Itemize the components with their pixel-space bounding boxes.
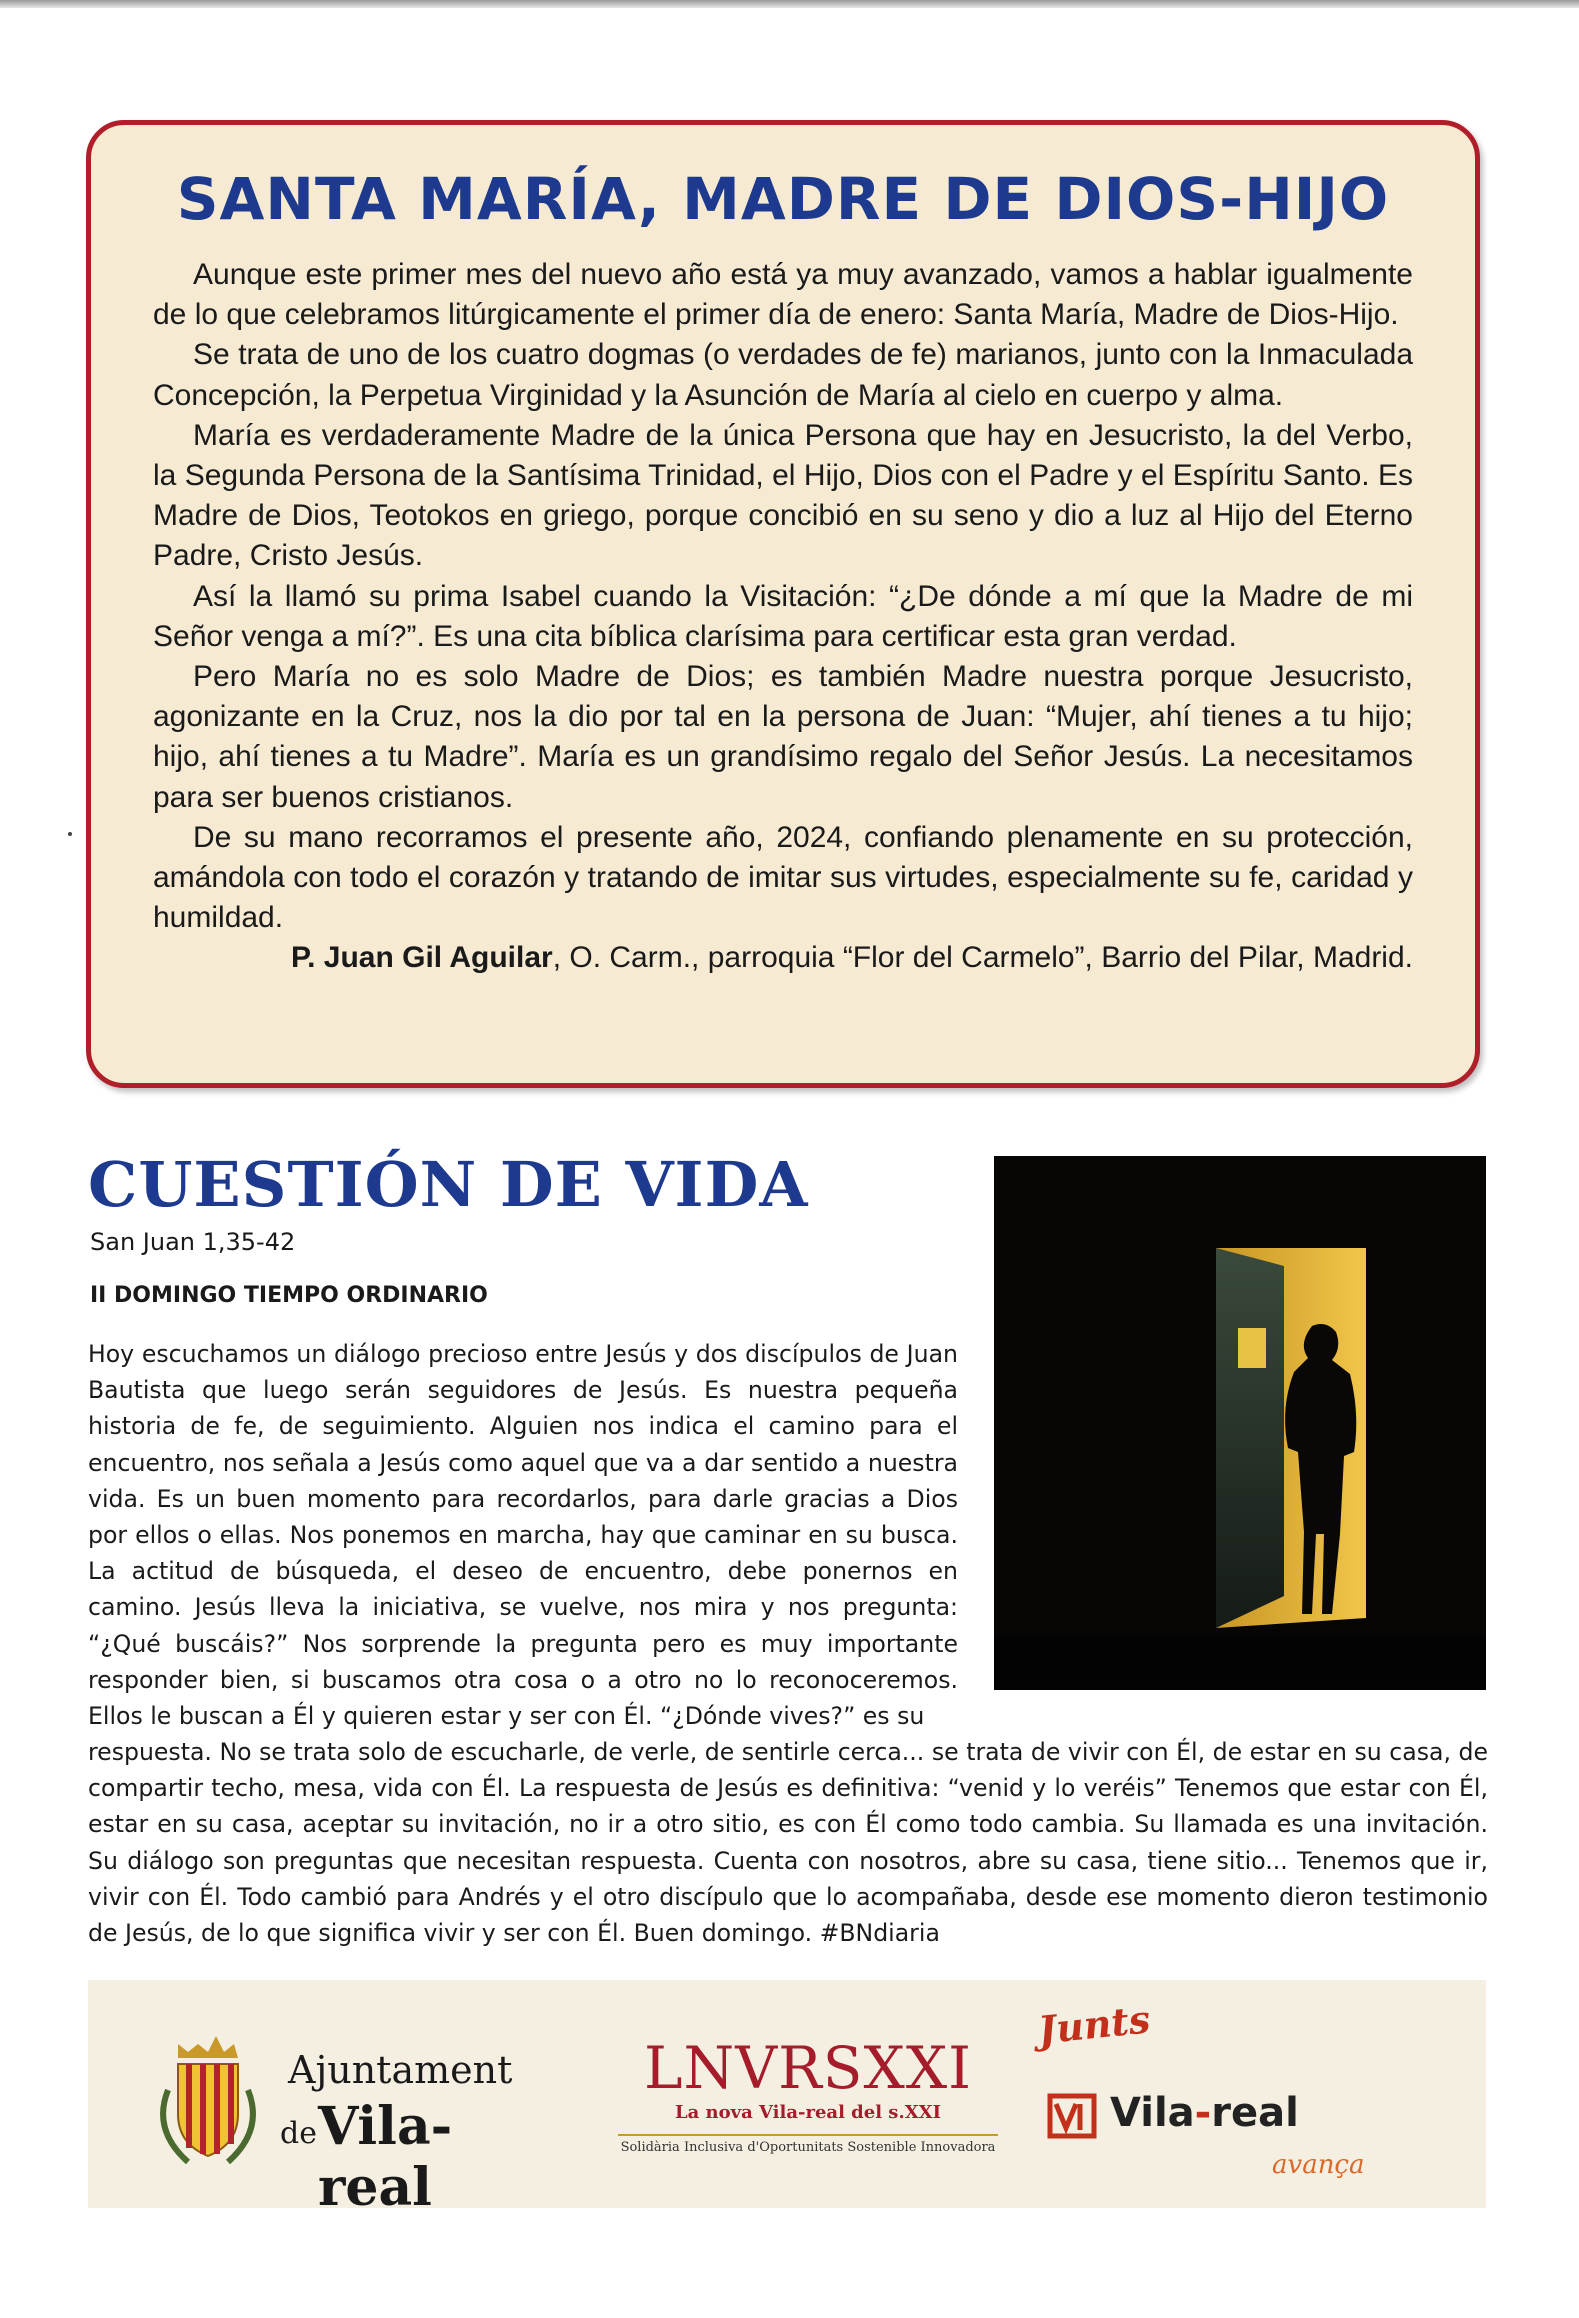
open-door xyxy=(1216,1248,1284,1628)
sponsor-footer xyxy=(88,1980,1486,2218)
door-window xyxy=(1238,1328,1266,1368)
top-rule xyxy=(0,0,1579,8)
vilareal-hyphen: - xyxy=(1194,2090,1212,2136)
lnvrsxxi-logo xyxy=(618,2030,1018,2160)
ajuntament-label: Ajuntament xyxy=(288,2048,513,2092)
vilareal-word-a: Vila xyxy=(1110,2090,1195,2136)
signature-name: P. Juan Gil Aguilar xyxy=(290,941,553,975)
coat-of-arms-icon xyxy=(148,2030,268,2170)
avanca-script: avança xyxy=(1272,2150,1365,2180)
gospel-reference: San Juan 1,35-42 xyxy=(90,1228,296,1256)
junts-vilareal-logo xyxy=(1028,1996,1428,2190)
article-signature xyxy=(153,938,1413,978)
vilareal-wordmark xyxy=(1110,2090,1299,2136)
margin-dot xyxy=(68,832,72,836)
section-subtitle: II DOMINGO TIEMPO ORDINARIO xyxy=(90,1283,488,1308)
article-paragraph: Pero María no es solo Madre de Dios; es también Madre nuestra porque Jesucristo, agonizante en la Cruz, nos la dio por tal en la persona de Juan: “Mujer, ahí tienes a tu hijo; hijo, ahí tienes a tu Madre”. María es un grandísimo regalo del Señor Jesús. La necesitamos para ser buenos cristianos. xyxy=(153,660,1413,814)
article-box xyxy=(86,120,1480,1088)
signature-affiliation: , O. Carm., parroquia “Flor del Carmelo”, Barrio del Pilar, Madrid. xyxy=(552,941,1413,975)
lnvrsxxi-tagline: Solidària Inclusiva d'Oportunitats Sostenible Innovadora xyxy=(618,2134,998,2155)
article-paragraph: Así la llamó su prima Isabel cuando la Visitación: “¿De dónde a mí que la Madre de mi Señor venga a mí?”. Es una cita bíblica clarísima para certificar esta gran verdad. xyxy=(153,579,1413,653)
ajuntament-city: Vila-real xyxy=(318,2096,453,2218)
article-paragraph: Aunque este primer mes del nuevo año está ya muy avanzado, vamos a hablar igualmente de lo que celebramos litúrgicamente el primer día de enero: Santa María, Madre de Dios-Hijo. xyxy=(153,258,1413,332)
lnvrsxxi-title: LNVRSXXI xyxy=(643,2034,973,2102)
section-text-full: respuesta. No se trata solo de escucharle, de verle, de sentirle cerca... se trata de vivir con Él, de estar en su casa, de compartir techo, mesa, vida con Él. La respuesta de Jesús es definitiva: “venid y lo veréis” Tenemos que estar con Él, estar en su casa, aceptar su invitación, no ir a otro sitio, es con Él como todo cambia. Su llamada es una invitación. Su diálogo son preguntas que necesitan respuesta. Cuenta con nosotros, abre su casa, tiene sitio... Tenemos que ir, vivir con Él. Todo cambió para Andrés y el otro discípulo que lo acompañaba, desde ese momento dieron testimonio de Jesús, de lo que significa vivir y ser con Él. Buen domingo. #BNdiaria xyxy=(88,1738,1488,1948)
junts-script: Junts xyxy=(1035,1996,1153,2053)
article-paragraph: Se trata de uno de los cuatro dogmas (o verdades de fe) marianos, junto con la Inmaculada Concepción, la Perpetua Virginidad y la Asunción de María al cielo en cuerpo y alma. xyxy=(153,338,1413,412)
vilareal-emblem-icon xyxy=(1042,2086,1102,2146)
article-paragraph: María es verdaderamente Madre de la única Persona que hay en Jesucristo, la del Verbo, la Segunda Persona de la Santísima Trinidad, el Hijo, Dios con el Padre y el Espíritu Santo. Es Madre de Dios, Teotokos en griego, porque concibió en su seno y dio a luz al Hijo del Eterno Padre, Cristo Jesús. xyxy=(153,418,1413,573)
article-title: SANTA MARÍA, MADRE DE DIOS-HIJO xyxy=(176,165,1390,233)
vilareal-word-b: real xyxy=(1211,2090,1299,2136)
lnvrsxxi-subtitle: La nova Vila-real del s.XXI xyxy=(674,2102,942,2123)
section-text-column: Hoy escuchamos un diálogo precioso entre Jesús y dos discípulos de Juan Bautista que luego serán seguidores de Jesús. Es nuestra pequeña historia de fe, de seguimiento. Alguien nos indica el camino para el encuentro, nos señala a Jesús como aquel que va a dar sentido a nuestra vida. Es un buen momento para recordarlos, para darle gracias a Dios por ellos o ellas. Nos ponemos en marcha, hay que caminar en su busca. La actitud de búsqueda, el deseo de encuentro, debe ponernos en camino. Jesús lleva la iniciativa, se vuelve, nos mira y nos pregunta: “¿Qué buscáis?” Nos sorprende la pregunta pero es muy importante responder bien, si buscamos otra cosa o a otro no lo reconoceremos. Ellos le buscan a Él y quieren estar y ser con Él. “¿Dónde vives?” es su xyxy=(88,1340,958,1731)
article-paragraph: De su mano recorramos el presente año, 2024, confiando plenamente en su protección, amándola con todo el corazón y tratando de imitar sus virtudes, especialmente su fe, caridad y humildad. xyxy=(153,820,1413,935)
article-body xyxy=(153,255,1413,979)
section-title: CUESTIÓN DE VIDA xyxy=(88,1148,809,1221)
doorway-silhouette-photo xyxy=(994,1156,1486,1690)
ajuntament-logo xyxy=(148,2030,513,2218)
ajuntament-de: de xyxy=(280,2116,317,2151)
doorway-illustration xyxy=(994,1156,1486,1690)
